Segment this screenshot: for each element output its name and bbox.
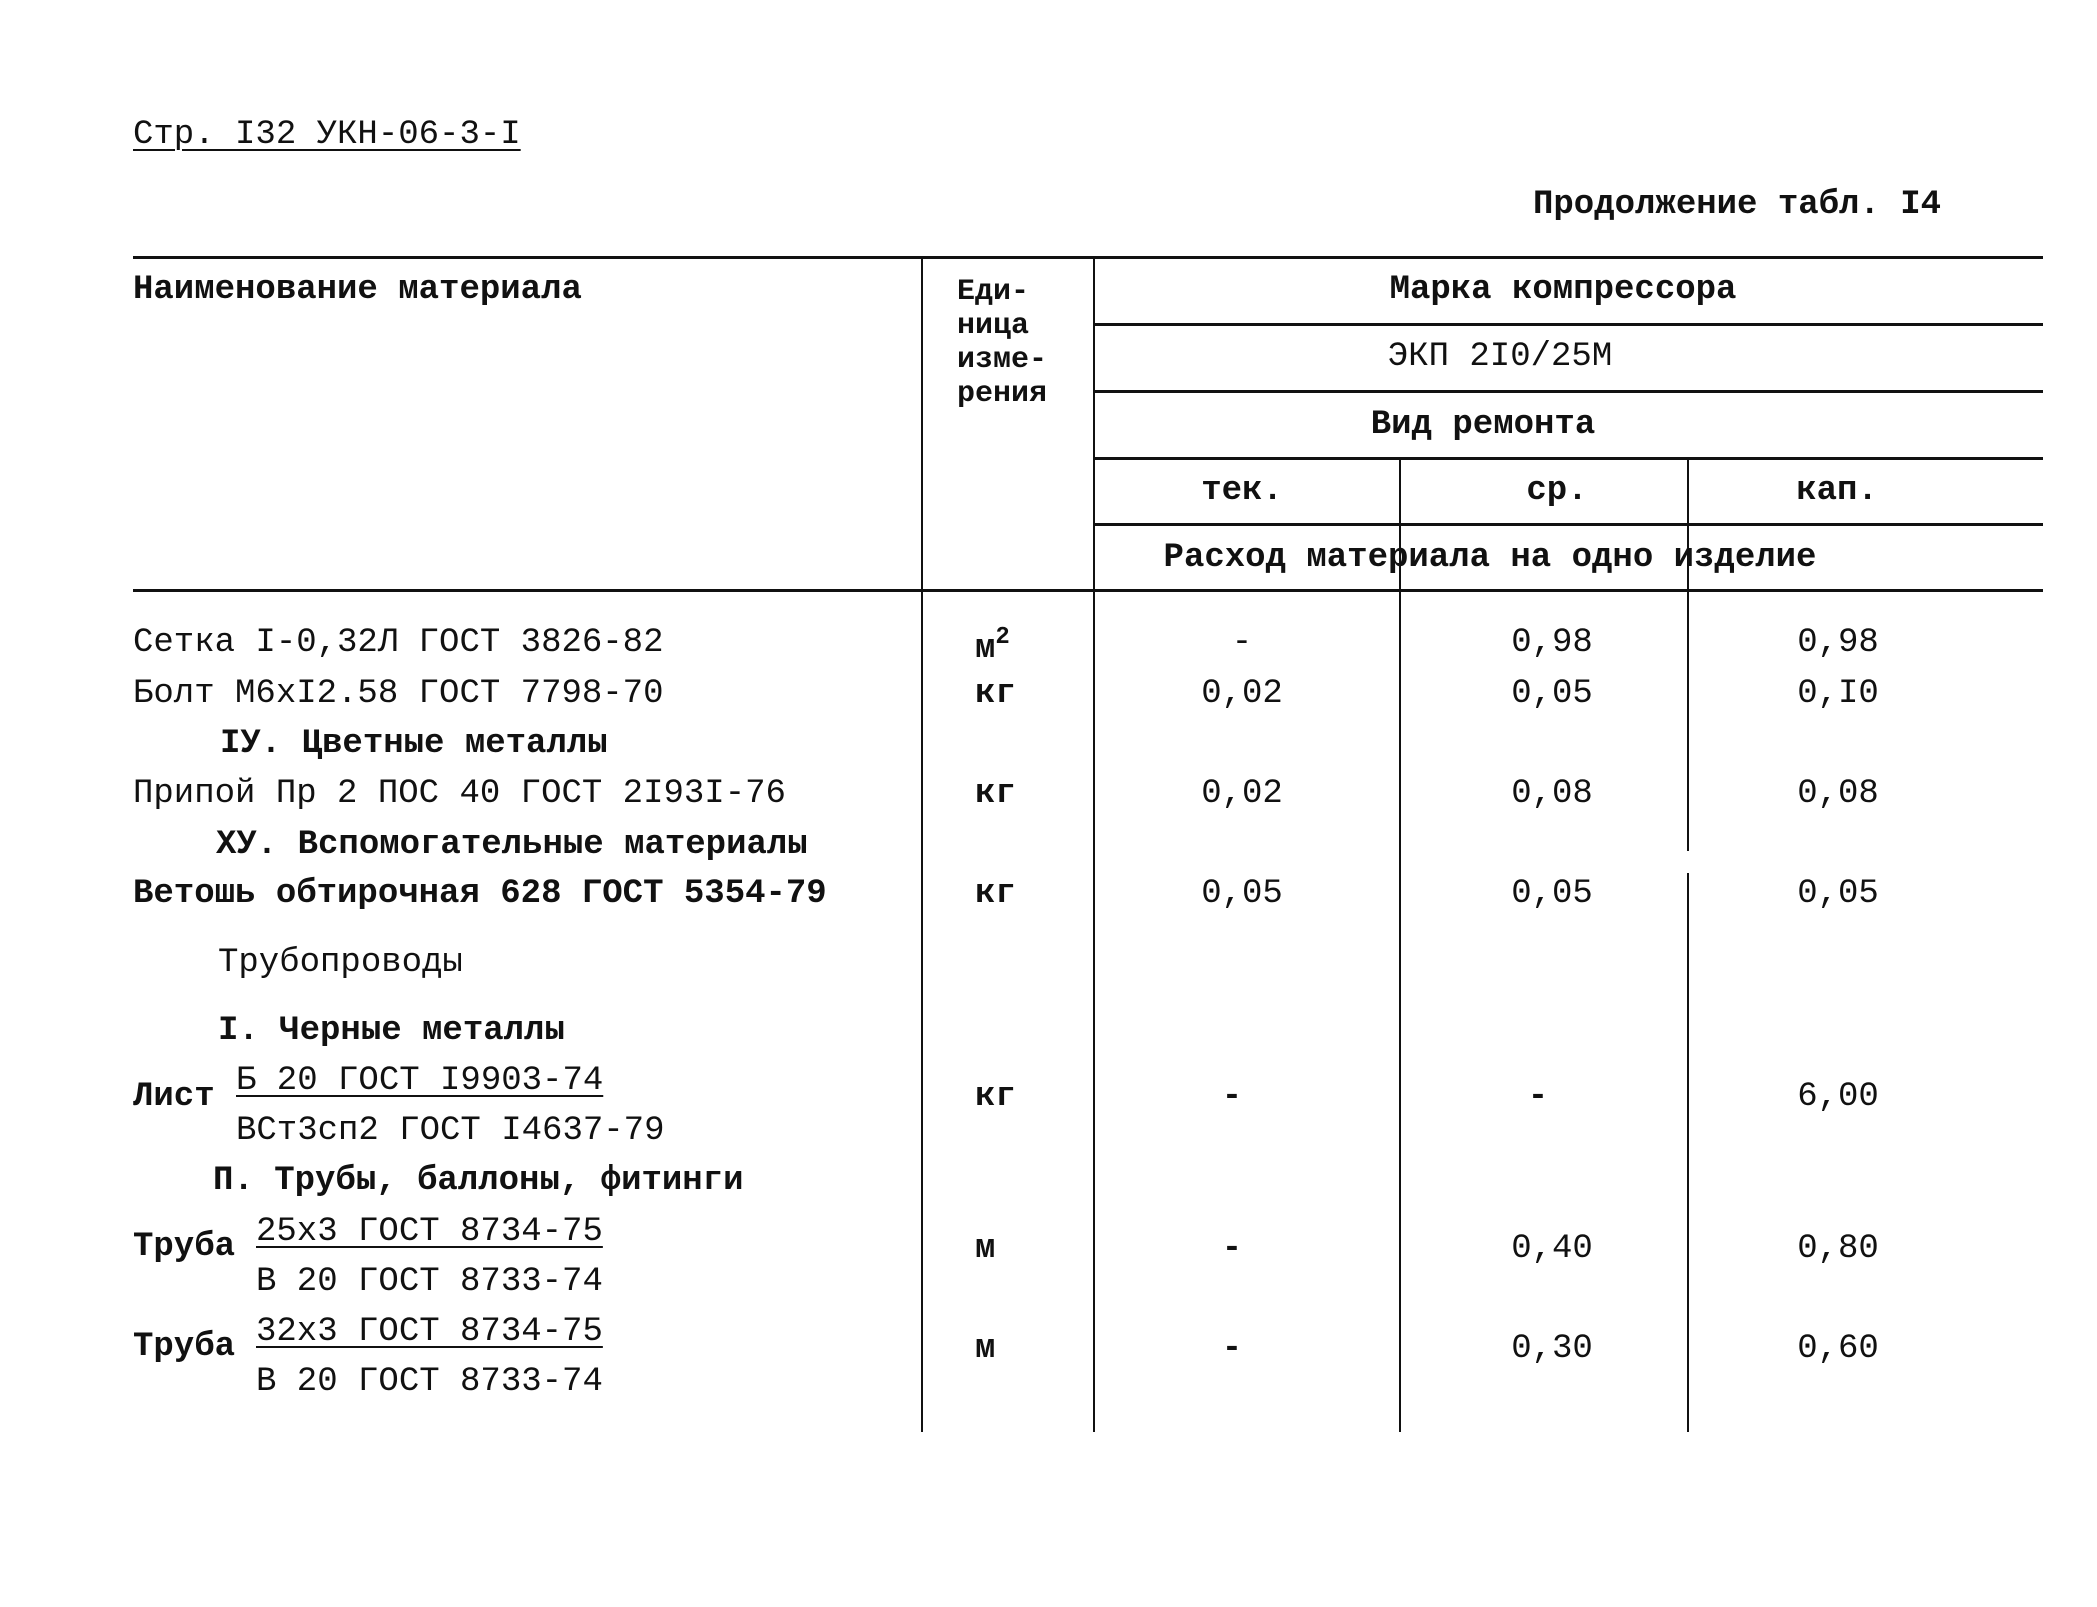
value-sr: - (1527, 1078, 1549, 1116)
unit: кг (975, 675, 1016, 713)
unit: м (975, 1230, 996, 1268)
value-sr: 0,98 (1511, 624, 1593, 662)
header-compressor-model: ЭКП 2I0/25М (1387, 338, 1613, 376)
material-spec-numerator: Б 20 ГОСТ I9903-74 (236, 1062, 604, 1100)
value-sr: 0,05 (1511, 875, 1593, 913)
material-name: Труба (133, 1228, 236, 1266)
material-name: Припой Пр 2 ПОС 40 ГОСТ 2I93I-76 (133, 775, 786, 813)
value-kap: 0,60 (1797, 1330, 1879, 1368)
header-unit-line: Еди- (957, 275, 1030, 309)
value-tek: - (1231, 624, 1253, 662)
value-sr: 0,08 (1511, 775, 1593, 813)
value-tek: - (1221, 1230, 1243, 1268)
material-name: Болт М6хI2.58 ГОСТ 7798-70 (133, 675, 664, 713)
value-kap: 0,05 (1797, 875, 1879, 913)
value-tek: - (1221, 1078, 1243, 1116)
header-rule (1095, 390, 2043, 393)
material-name: Труба (133, 1328, 236, 1366)
section-heading: П. Трубы, баллоны, фитинги (213, 1162, 744, 1200)
section-heading: I. Черные металлы (218, 1012, 565, 1050)
value-kap: 0,80 (1797, 1230, 1879, 1268)
header-bottom-rule (133, 589, 2043, 592)
header-rule (1095, 523, 2043, 526)
header-unit-line: рения (957, 377, 1048, 411)
value-tek: - (1221, 1330, 1243, 1368)
header-compressor-brand: Марка компрессора (1389, 271, 1737, 309)
material-spec-numerator: 32х3 ГОСТ 8734-75 (256, 1313, 603, 1351)
column-divider (1093, 257, 1095, 1432)
header-material-name: Наименование материала (133, 271, 582, 309)
material-spec-denominator: ВСт3сп2 ГОСТ I4637-79 (236, 1112, 665, 1150)
material-spec-denominator: В 20 ГОСТ 8733-74 (256, 1363, 603, 1401)
header-unit-line: изме- (957, 343, 1048, 377)
header-unit-line: ница (957, 309, 1030, 343)
section-heading: Трубопроводы (218, 944, 463, 982)
table-top-rule (133, 256, 2043, 259)
header-repair-tek: тек. (1201, 472, 1283, 510)
header-rule (1095, 457, 2043, 460)
column-divider (1399, 459, 1401, 1432)
section-heading: ХУ. Вспомогательные материалы (216, 826, 808, 864)
page-reference: Стр. I32 УКН-06-3-I (133, 116, 521, 154)
header-repair-sr: ср. (1526, 472, 1588, 510)
value-kap: 6,00 (1797, 1078, 1879, 1116)
header-rule (1095, 323, 2043, 326)
unit: кг (975, 875, 1016, 913)
unit-superscript: 2 (995, 624, 1010, 651)
value-tek: 0,02 (1201, 675, 1283, 713)
column-divider (1687, 459, 1689, 851)
value-sr: 0,30 (1511, 1330, 1593, 1368)
unit: кг (975, 775, 1016, 813)
value-kap: 0,I0 (1797, 675, 1879, 713)
value-kap: 0,08 (1797, 775, 1879, 813)
table-continuation-label: Продолжение табл. I4 (1533, 186, 1942, 224)
material-name: Сетка I-0,32Л ГОСТ 3826-82 (133, 624, 664, 662)
header-unit (957, 275, 1047, 411)
column-divider (1687, 873, 1689, 1432)
header-consumption: Расход материала на одно изделие (1163, 539, 1817, 577)
value-tek: 0,02 (1201, 775, 1283, 813)
value-kap: 0,98 (1797, 624, 1879, 662)
header-repair-kap: кап. (1796, 472, 1878, 510)
column-divider (921, 257, 923, 1432)
material-spec-numerator: 25х3 ГОСТ 8734-75 (256, 1213, 603, 1251)
value-sr: 0,40 (1511, 1230, 1593, 1268)
unit (975, 626, 1010, 666)
header-repair-type: Вид ремонта (1370, 406, 1596, 444)
value-sr: 0,05 (1511, 675, 1593, 713)
material-name: Лист (133, 1078, 215, 1116)
value-tek: 0,05 (1201, 875, 1283, 913)
section-heading: IУ. Цветные металлы (220, 725, 608, 763)
unit: кг (975, 1078, 1016, 1116)
material-name: Ветошь обтирочная 628 ГОСТ 5354-79 (133, 875, 827, 913)
unit: м (975, 1330, 996, 1368)
material-spec-denominator: В 20 ГОСТ 8733-74 (256, 1263, 603, 1301)
unit-text: м (975, 630, 996, 668)
